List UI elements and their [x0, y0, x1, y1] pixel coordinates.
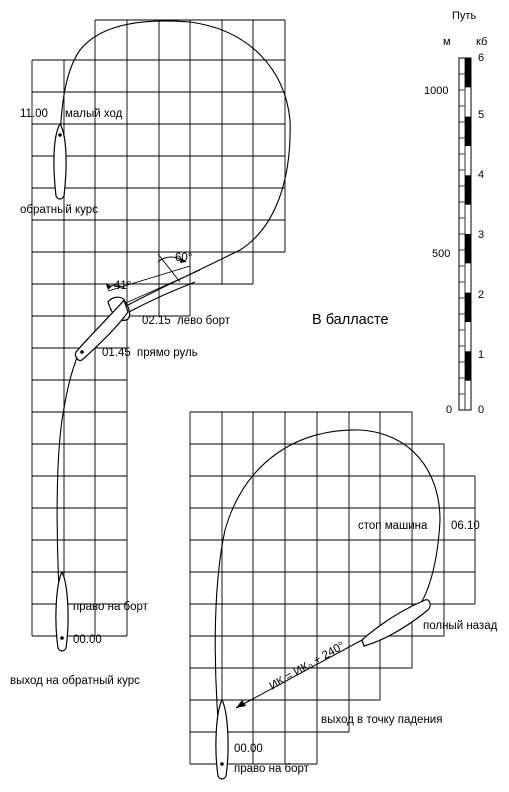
- label-exit-reverse-course: выход на обратный курс: [10, 675, 140, 687]
- label-full-astern: полный назад: [423, 620, 498, 632]
- ship-position-dot: [58, 133, 62, 137]
- scale-segment: [465, 234, 471, 263]
- label-time-1100: 11.00: [20, 108, 48, 120]
- scale-kb-tick: 0: [478, 404, 485, 416]
- scale-segment: [465, 175, 471, 204]
- scale-m-tick: 500: [432, 248, 451, 260]
- scale-kb-tick: 4: [478, 169, 485, 181]
- label-time-0000-1: 00.00: [73, 634, 102, 646]
- ship-position-dot: [220, 762, 224, 766]
- label-port-rudder: лево борт: [177, 315, 231, 327]
- label-angle-60: 60°: [175, 252, 193, 264]
- label-time-0000-2: 00.00: [234, 743, 263, 755]
- scale-kb-tick: 6: [478, 52, 485, 64]
- scale-segment: [465, 293, 471, 322]
- scale-unit-kb: кб: [476, 36, 488, 48]
- label-starboard-full-2: право на борт: [234, 763, 309, 775]
- scale-kb-tick: 2: [478, 289, 485, 301]
- scale-m-tick: 0: [446, 404, 453, 416]
- scale-segment: [465, 117, 471, 146]
- label-reverse-course: обратный курс: [20, 204, 98, 216]
- label-time-0215: 02.15: [142, 315, 171, 327]
- scale-kb-tick: 3: [478, 229, 485, 241]
- label-slow-ahead: малый ход: [65, 108, 123, 120]
- label-time-0145: 01.45: [102, 347, 131, 359]
- scale-segment: [465, 351, 471, 380]
- label-angle-41: 41°: [114, 280, 132, 292]
- distance-scale: [424, 10, 487, 416]
- label-rudder-midships: прямо руль: [137, 347, 198, 359]
- ship-position-dot: [80, 350, 84, 354]
- label-course-formula: ИК = ИК₀ + 240°: [267, 639, 347, 693]
- scale-m-tick: 1000: [424, 85, 449, 97]
- label-exit-fall-point: выход в точку падения: [321, 714, 443, 726]
- scale-segment: [465, 58, 471, 87]
- grid-lower-right: [190, 412, 475, 764]
- label-starboard-full-1: право на борт: [73, 601, 148, 613]
- scale-title: Путь: [452, 10, 477, 22]
- label-condition: В балласте: [312, 312, 389, 328]
- scale-kb-tick: 5: [478, 109, 485, 121]
- ship-position-dot: [60, 636, 64, 640]
- label-stop-engine: стоп машина: [358, 520, 428, 532]
- label-time-0610: 06.10: [451, 520, 480, 532]
- scale-unit-m: м: [443, 36, 451, 48]
- scale-kb-tick: 1: [478, 349, 485, 361]
- ship-hull-full-astern: [362, 600, 430, 646]
